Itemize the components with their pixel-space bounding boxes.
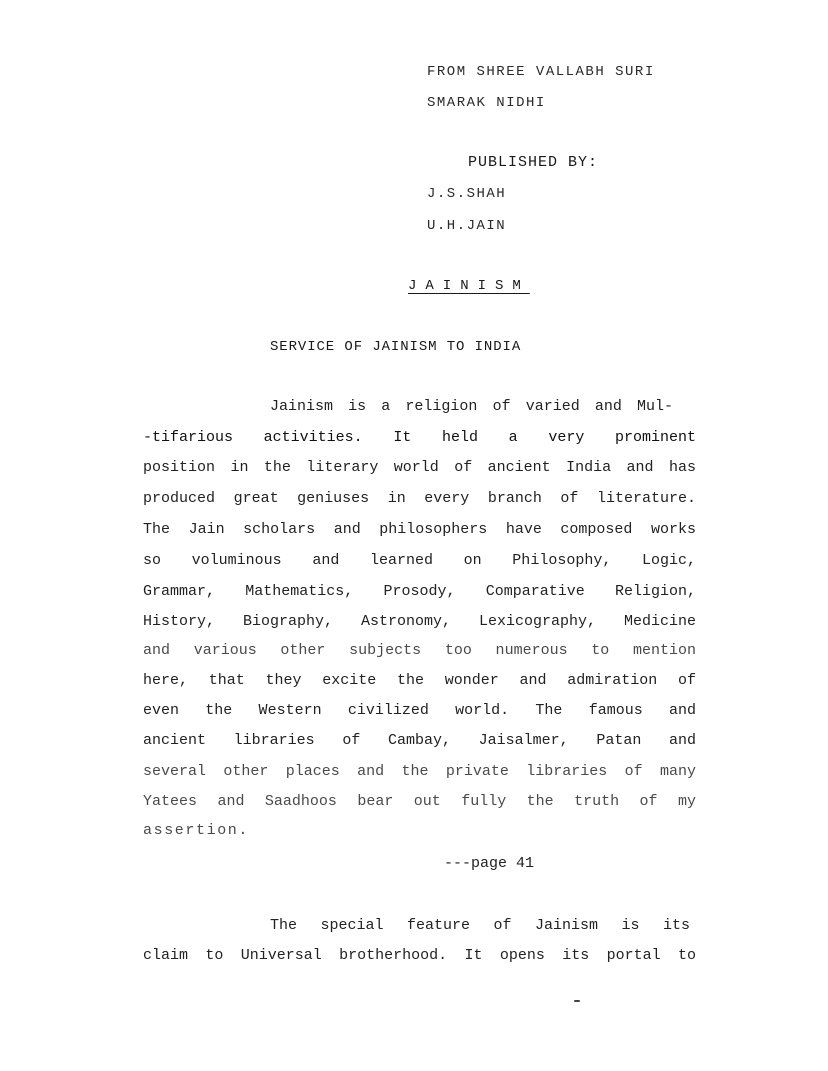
- document-subtitle: SERVICE OF JAINISM TO INDIA: [270, 339, 522, 355]
- paragraph-line: so voluminous and learned on Philosophy, Logic,: [143, 552, 696, 569]
- source-line-2: SMARAK NIDHI: [427, 95, 546, 111]
- paragraph-line: claim to Universal brotherhood. It opens its portal to: [143, 947, 696, 964]
- paragraph-line: here, that they excite the wonder and admiration of: [143, 672, 696, 689]
- document-title: JAINISM: [408, 278, 530, 294]
- paragraph-line: History, Biography, Astronomy, Lexicography, Medicine: [143, 613, 696, 630]
- paragraph-line: -tifarious activities. It held a very prominent: [143, 429, 696, 446]
- paragraph-line: The Jain scholars and philosophers have composed works: [143, 521, 696, 538]
- publisher-name-2: U.H.JAIN: [427, 218, 507, 234]
- paragraph-line: Jainism is a religion of varied and Mul-: [270, 398, 673, 415]
- publisher-name-1: J.S.SHAH: [427, 186, 507, 202]
- paragraph-line: Yatees and Saadhoos bear out fully the truth of my: [143, 793, 696, 810]
- published-by-label: PUBLISHED BY:: [468, 154, 599, 171]
- source-line-1: FROM SHREE VALLABH SURI: [427, 64, 655, 80]
- page-marker: ---page 41: [444, 855, 535, 872]
- paragraph-line: produced great geniuses in every branch of literature.: [143, 490, 696, 507]
- paragraph-line: assertion.: [143, 822, 250, 839]
- paragraph-line: even the Western civilized world. The famous and: [143, 702, 696, 719]
- paragraph-line: The special feature of Jainism is its: [270, 917, 690, 934]
- scan-speck: [574, 1000, 580, 1002]
- paragraph-line: Grammar, Mathematics, Prosody, Comparative Religion,: [143, 583, 696, 600]
- paragraph-line: and various other subjects too numerous to mention: [143, 642, 696, 659]
- paragraph-line: several other places and the private libraries of many: [143, 763, 696, 780]
- paragraph-line: ancient libraries of Cambay, Jaisalmer, Patan and: [143, 732, 696, 749]
- paragraph-line: position in the literary world of ancient India and has: [143, 459, 696, 476]
